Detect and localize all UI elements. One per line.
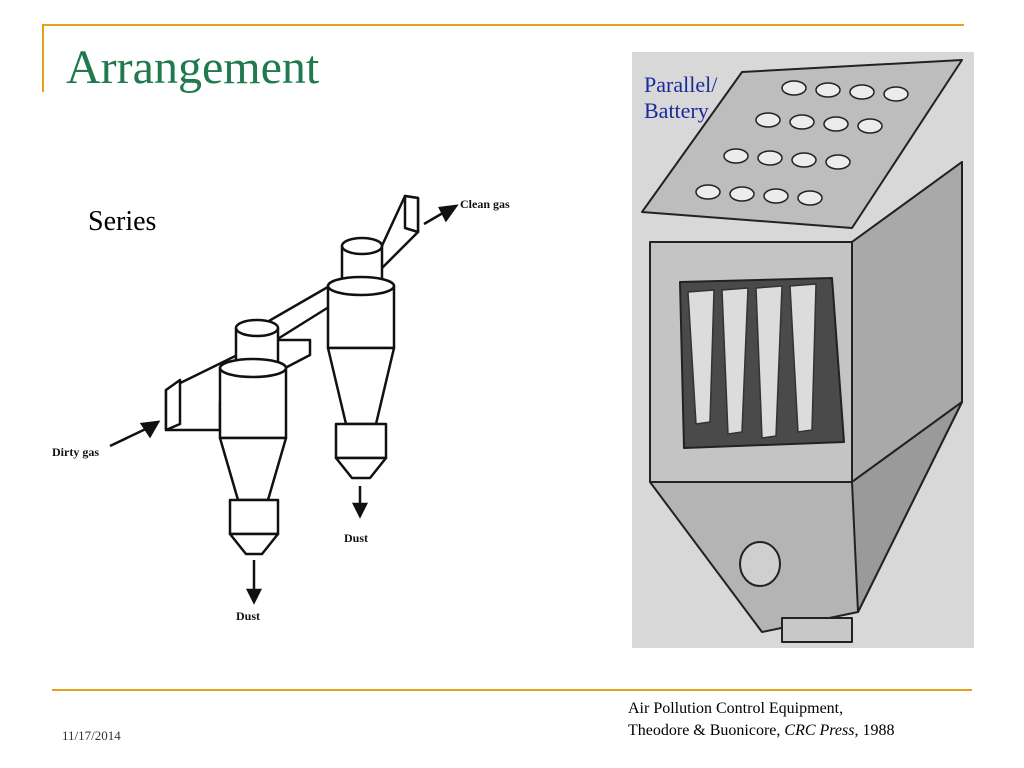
- inlet-block: [166, 380, 180, 430]
- left-cyclone-body: [220, 368, 286, 438]
- battery-label: [644, 72, 717, 125]
- series-label: Series: [88, 206, 157, 237]
- battery-cyclone-image: [632, 52, 974, 648]
- citation-line2: [628, 720, 894, 742]
- dirty-gas-label: Dirty gas: [52, 445, 99, 459]
- citation-authors: Theodore & Buonicore,: [628, 721, 785, 739]
- right-cyclone-hopper: [336, 424, 386, 458]
- outlet-block: [405, 196, 418, 232]
- left-cyclone-cone: [220, 438, 286, 500]
- battery-label-line2: Battery: [644, 98, 709, 124]
- left-cyclone-hopper: [230, 500, 278, 534]
- slide-date: 11/17/2014: [62, 728, 121, 743]
- series-cyclone-diagram: [40, 180, 560, 640]
- left-rule: [42, 24, 44, 92]
- top-rule: [44, 24, 964, 26]
- slide-title: Arrangement: [66, 41, 320, 94]
- right-cyclone-cone: [328, 348, 394, 424]
- citation-year: , 1988: [854, 721, 895, 739]
- dust-label-right: Dust: [344, 531, 369, 545]
- citation-line1: Air Pollution Control Equipment,: [628, 700, 844, 717]
- dust-label-left: Dust: [236, 609, 261, 623]
- battery-label-line1: Parallel/: [644, 72, 718, 97]
- citation: [628, 698, 894, 741]
- citation-publisher: CRC Press: [784, 721, 855, 739]
- bottom-rule: [52, 689, 972, 691]
- clean-gas-label: Clean gas: [460, 197, 510, 211]
